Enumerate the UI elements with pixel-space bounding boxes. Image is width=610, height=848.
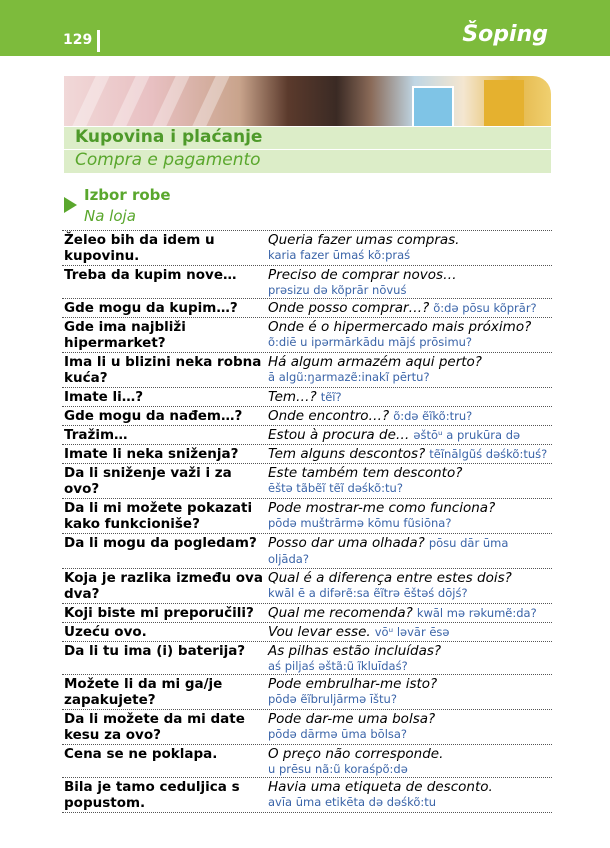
phrase-pronunciation: prəsizu də kõprār nōvuś <box>268 283 407 297</box>
phrase-translation-cell <box>268 676 552 708</box>
phrase-translation: Onde é o hipermercado mais próximo? <box>268 319 532 335</box>
phrase-row <box>62 710 552 745</box>
phrase-translation-cell <box>268 267 552 297</box>
phrase-pronunciation: ā algũ:ŋarmazẽ:inakĩ pērtu? <box>268 370 430 384</box>
phrase-pronunciation: õ:diē u ipərmārkādu mājś prōsimu? <box>268 335 473 349</box>
phrase-row <box>62 318 552 353</box>
phrase-source: Da li tu ima (i) baterija? <box>64 643 246 659</box>
phrase-translation-cell <box>268 408 552 424</box>
phrase-translation: Há algum armazém aqui perto? <box>268 354 482 370</box>
phrase-translation-cell <box>268 446 552 462</box>
phrase-row <box>62 299 552 318</box>
phrase-row <box>62 623 552 642</box>
chapter-title: Šoping <box>462 22 548 47</box>
phrase-translation: Vou levar esse. <box>268 624 371 640</box>
phrase-pronunciation: tẽĩnālgũś dəśkõ:tuś? <box>429 447 548 461</box>
phrase-translation-cell <box>268 232 552 264</box>
phrase-source: Gde ima najbliži hipermarket? <box>64 319 186 351</box>
phrase-pronunciation: avīa ūma etikēta də dəśkõ:tu <box>268 795 437 809</box>
phrase-translation: Tem…? <box>268 389 317 405</box>
phrase-pronunciation: vōᵘ ləvār ēsə <box>374 625 450 639</box>
phrase-row <box>62 266 552 299</box>
phrase-translation: Queria fazer umas compras. <box>268 232 460 248</box>
phrase-translation: As pilhas estão incluídas? <box>268 643 442 659</box>
phrase-translation-cell <box>268 570 552 602</box>
shopping-banner-image <box>64 76 551 126</box>
phrase-source: Ima li u blizini neka robna kuća? <box>64 354 262 386</box>
phrase-row <box>62 675 552 710</box>
phrase-translation: O preço não corresponde. <box>268 746 444 762</box>
phrase-source: Da li sniženje važi i za ovo? <box>64 465 232 497</box>
phrase-pronunciation: karia fazer ūmaś kõ:praś <box>268 248 411 262</box>
phrase-translation-cell <box>268 300 552 316</box>
phrase-translation: Este também tem desconto? <box>268 465 463 481</box>
phrase-translation-cell <box>268 427 552 443</box>
phrase-pronunciation: ēštə tãbẽĩ tẽĩ dəśkõ:tu? <box>268 481 403 495</box>
phrase-row <box>62 426 552 445</box>
phrase-translation-cell <box>268 354 552 386</box>
phrase-row <box>62 230 552 266</box>
phrase-translation-cell <box>268 711 552 743</box>
phrase-translation-cell <box>268 746 552 776</box>
phrase-pronunciation: pōdə muštrārmə kōmu fũsiōna? <box>268 516 452 530</box>
phrase-source: Gde mogu da kupim…? <box>64 300 238 316</box>
phrase-translation-cell <box>268 500 552 532</box>
header-divider <box>97 30 100 52</box>
phrase-pronunciation: kwāl mə rəkumẽ:da? <box>416 606 537 620</box>
phrase-translation: Posso dar uma olhada? <box>268 535 425 551</box>
phrase-pronunciation: pōdə ẽĩbruljārmə īštu? <box>268 692 397 706</box>
phrase-translation-cell <box>268 643 552 673</box>
phrase-row <box>62 464 552 499</box>
phrase-pronunciation: kwāl ē a difərẽ:sa ẽĩtrə ēštəś dōjś? <box>268 586 468 600</box>
phrase-row <box>62 388 552 407</box>
phrase-translation: Pode mostrar-me como funciona? <box>268 500 496 516</box>
phrase-source: Gde mogu da nađem…? <box>64 408 243 424</box>
phrase-source: Imate li neka sniženja? <box>64 446 239 462</box>
phrase-translation: Estou à procura de… <box>268 427 410 443</box>
subsection-subtitle: Na loja <box>84 207 136 225</box>
phrase-translation: Qual é a diferença entre estes dois? <box>268 570 512 586</box>
phrase-row <box>62 745 552 778</box>
phrase-pronunciation: õ:də pōsu kõprār? <box>433 301 537 315</box>
phrase-row <box>62 534 552 569</box>
phrase-row <box>62 499 552 534</box>
phrase-row <box>62 569 552 604</box>
phrase-translation: Pode dar-me uma bolsa? <box>268 711 436 727</box>
phrase-translation-cell <box>268 389 552 405</box>
phrase-translation: Onde posso comprar…? <box>268 300 430 316</box>
phrase-source: Cena se ne poklapa. <box>64 746 218 762</box>
phrase-pronunciation: aś piljaś əštã:ũ ĩkluīdaś? <box>268 659 408 673</box>
phrase-row <box>62 778 552 813</box>
phrase-row <box>62 642 552 675</box>
phrase-translation-cell <box>268 535 552 567</box>
shopping-bag-icon <box>484 80 524 126</box>
phrase-translation: Qual me recomenda? <box>268 605 413 621</box>
phrase-source: Koja je razlika između ova dva? <box>64 570 263 602</box>
phrase-pronunciation: pōdə dārmə ūma bōlsa? <box>268 727 408 741</box>
phrase-source: Imate li…? <box>64 389 144 405</box>
phrase-pronunciation: õ:də ẽĩkõ:tru? <box>393 409 473 423</box>
phrase-translation-cell <box>268 779 552 811</box>
phrase-source: Treba da kupim nove… <box>64 267 237 283</box>
phrase-pronunciation: pōsu dār ūma oljāda? <box>268 536 509 566</box>
phrase-source: Bila je tamo ceduljica s popustom. <box>64 779 240 811</box>
phrase-row <box>62 353 552 388</box>
phrase-source: Da li mi možete pokazati kako funkcioniše? <box>64 500 253 532</box>
phrase-translation-cell <box>268 624 552 640</box>
phrase-translation-cell <box>268 605 552 621</box>
page-number: 129 <box>63 32 93 48</box>
phrase-source: Želeo bih da idem u kupovinu. <box>64 232 215 264</box>
phrase-source: Da li možete da mi date kesu za ovo? <box>64 711 245 743</box>
phrase-source: Da li mogu da pogledam? <box>64 535 257 551</box>
phrase-row <box>62 407 552 426</box>
phrase-row <box>62 445 552 464</box>
phrase-translation: Tem alguns descontos? <box>268 446 426 462</box>
play-arrow-icon <box>64 197 77 213</box>
phrase-pronunciation: tẽĩ? <box>320 390 342 404</box>
section-title: Kupovina i plaćanje <box>75 127 263 147</box>
phrase-source: Koji biste mi preporučili? <box>64 605 254 621</box>
phrase-table <box>62 230 552 813</box>
phrase-source: Uzeću ovo. <box>64 624 147 640</box>
phrase-source: Tražim… <box>64 427 128 443</box>
phrase-source: Možete li da mi ga/je zapakujete? <box>64 676 223 708</box>
phrase-pronunciation: əštōᵘ a prukūra də <box>413 428 521 442</box>
phrase-pronunciation: u prēsu nã:ũ koraśpõ:də <box>268 762 408 776</box>
phrase-translation: Preciso de comprar novos… <box>268 267 457 283</box>
subsection-title: Izbor robe <box>84 186 171 204</box>
phrase-translation: Havia uma etiqueta de desconto. <box>268 779 493 795</box>
phrase-translation-cell <box>268 465 552 497</box>
phrase-translation: Pode embrulhar-me isto? <box>268 676 438 692</box>
shopping-bag-icon <box>412 86 454 126</box>
section-subtitle: Compra e pagamento <box>75 150 261 170</box>
phrase-translation-cell <box>268 319 552 351</box>
phrase-row <box>62 604 552 623</box>
phrase-translation: Onde encontro…? <box>268 408 390 424</box>
